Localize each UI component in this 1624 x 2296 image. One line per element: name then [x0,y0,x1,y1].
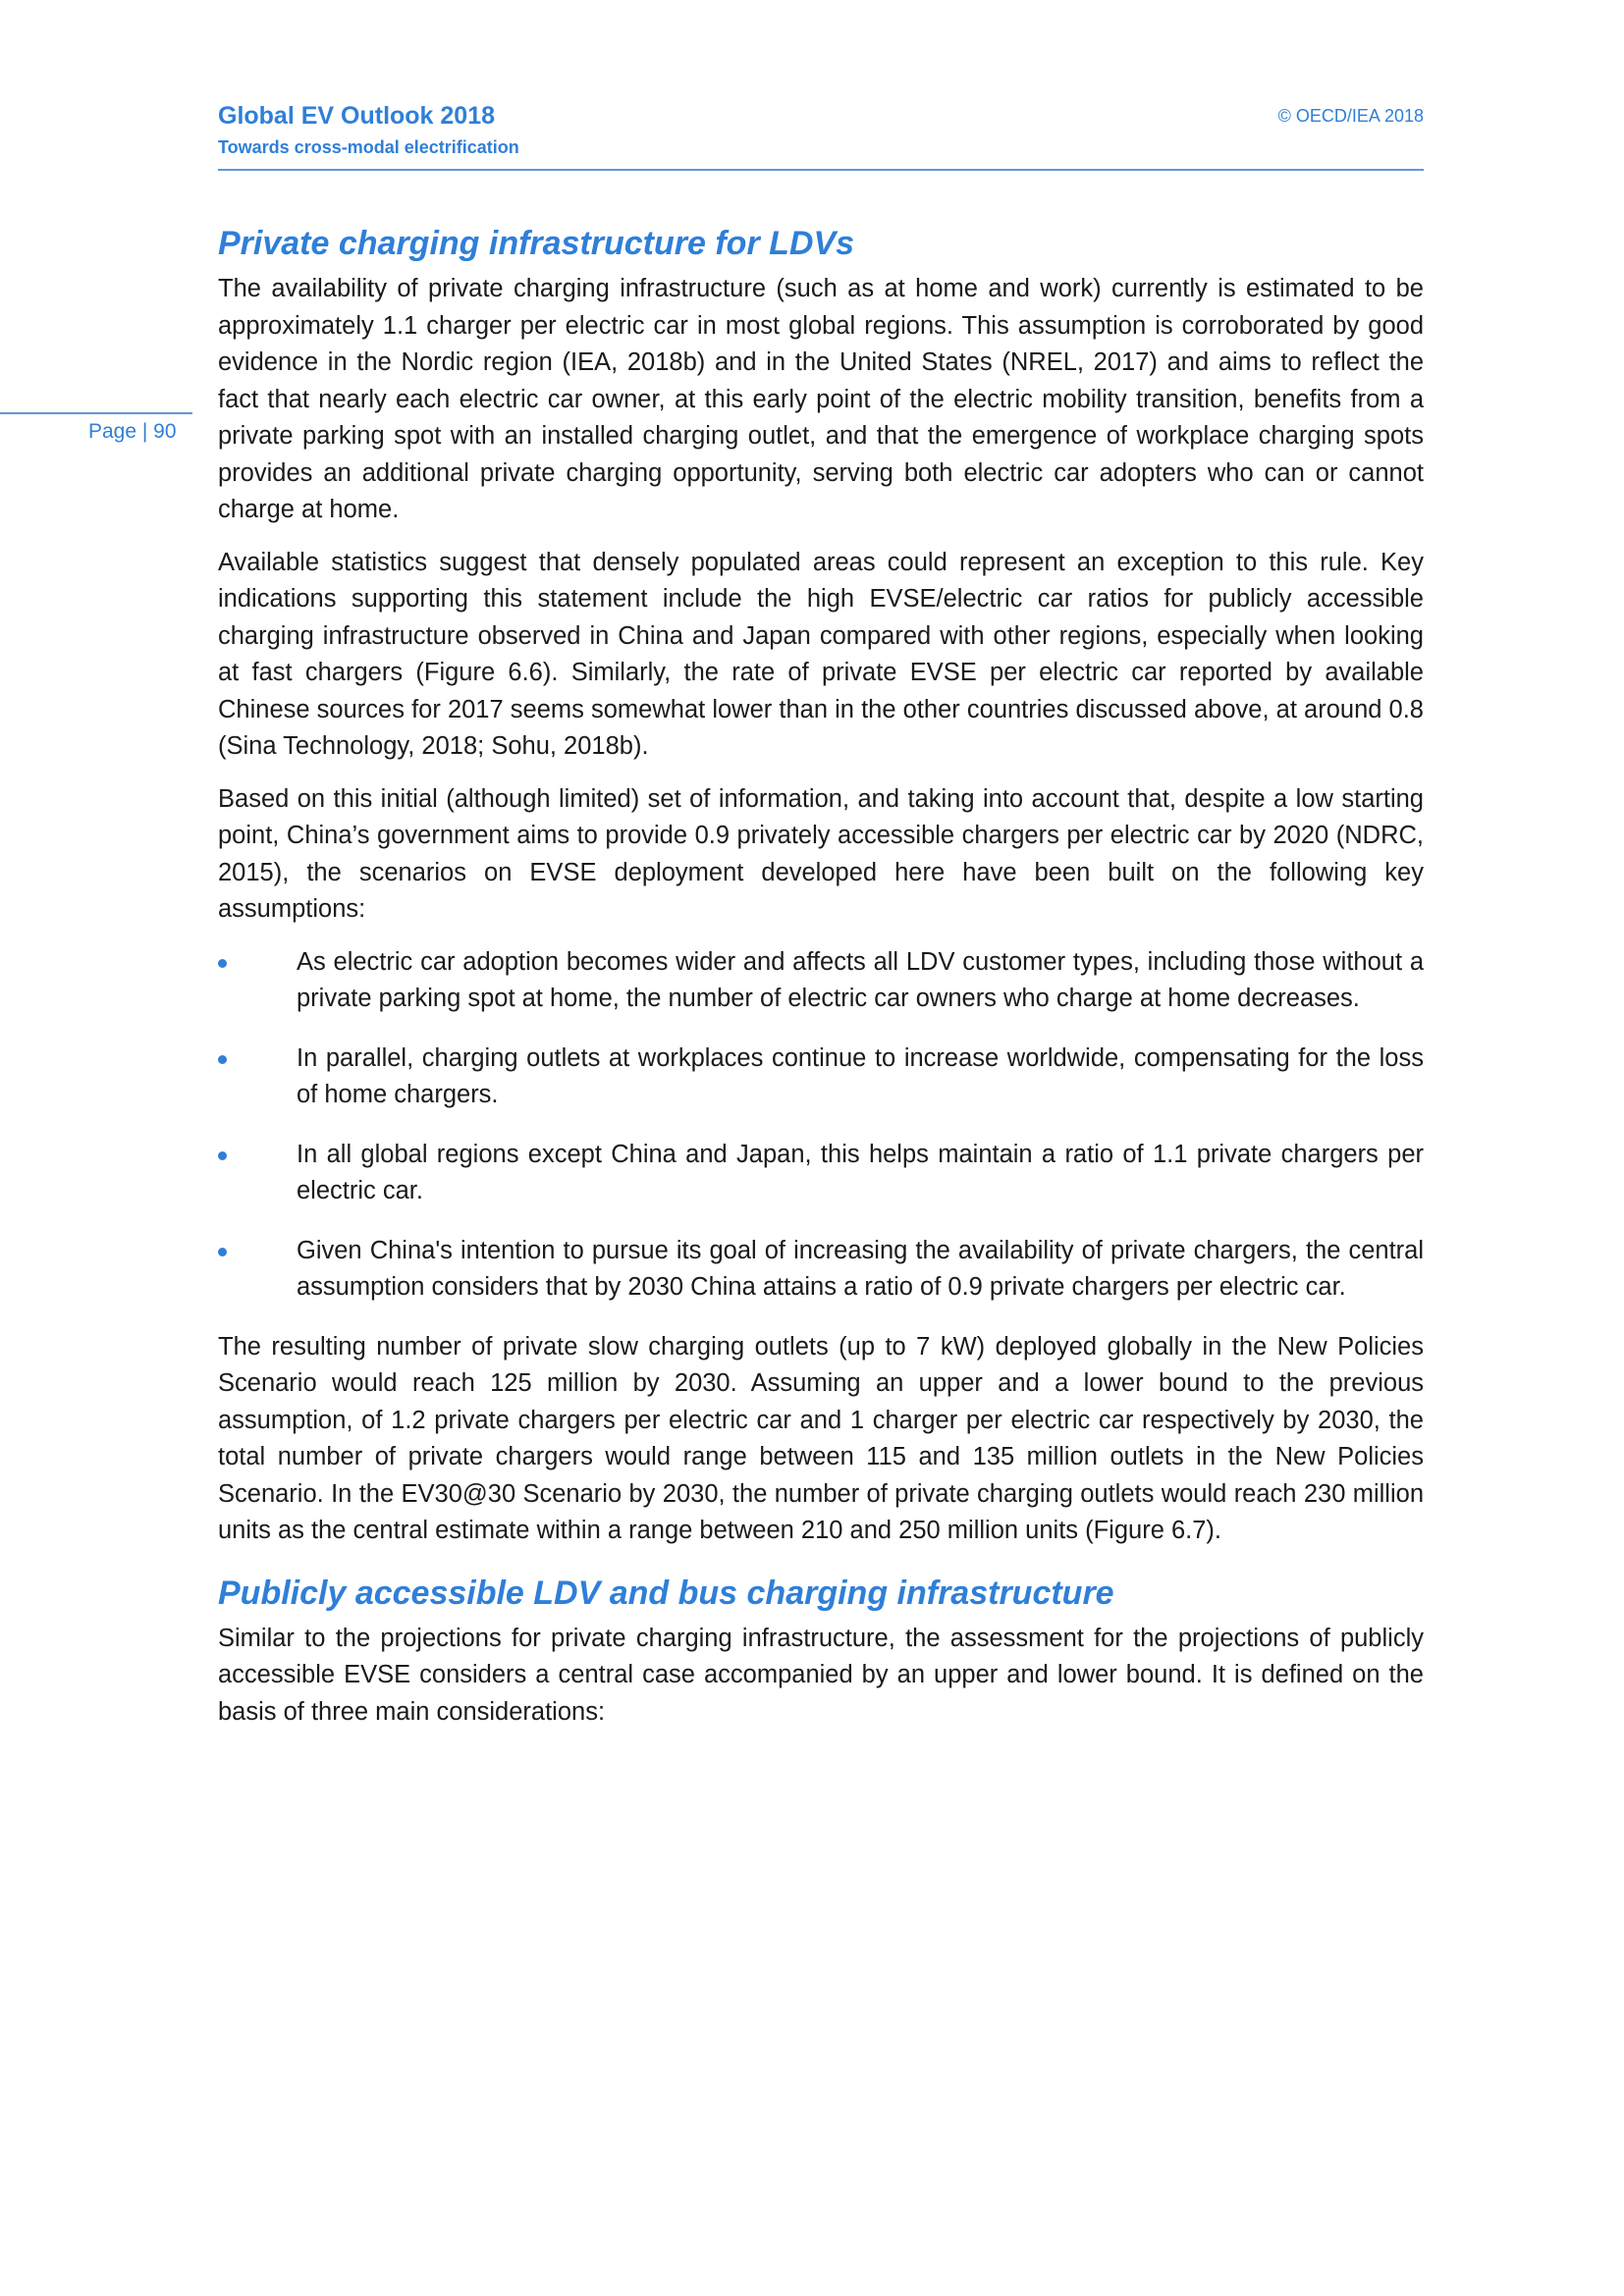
assumptions-list [218,944,1424,1307]
list-item-text: In all global regions except China and Japan, this helps maintain a ratio of 1.1 private chargers per electric car. [297,1140,1424,1204]
document-subtitle: Towards cross-modal electrification [218,137,519,157]
list-item-text: Given China's intention to pursue its goal of increasing the availability of private chargers, the central assumption considers that by 2030 China attains a ratio of 0.9 private chargers per electric car. [297,1236,1424,1301]
main-content [218,216,1424,1746]
list-item [218,944,1424,1018]
list-item-text: In parallel, charging outlets at workplaces continue to increase worldwide, compensating for the loss of home chargers. [297,1043,1424,1108]
bullet-icon [218,959,227,968]
bullet-icon [218,1248,227,1256]
paragraph: Similar to the projections for private charging infrastructure, the assessment for the projections of publicly accessible EVSE considers a central case accompanied by an upper and lower bound. It is defined on the basis of three main considerations: [218,1624,1424,1726]
document-title: Global EV Outlook 2018 [218,102,496,130]
section-heading-public-charging: Publicly accessible LDV and bus charging infrastructure [218,1574,1114,1612]
section-heading-private-charging: Private charging infrastructure for LDVs [218,225,855,262]
list-item [218,1233,1424,1307]
list-item [218,1137,1424,1210]
list-item [218,1041,1424,1114]
page-number: Page | 90 [88,420,177,443]
copyright-notice: © OECD/IEA 2018 [1277,106,1424,126]
page-header [218,98,1424,171]
paragraph: Available statistics suggest that densely populated areas could represent an exception to this rule. Key indications supporting this statement include the high EVSE/electric car ratios for publicly accessible charging infrastructure observed in China and Japan compared with other regions, especially when looking at fast chargers (Figure 6.6). Similarly, the rate of private EVSE per electric car reported by available Chinese sources for 2017 seems somewhat lower than in the other countries discussed above, at around 0.8 (Sina Technology, 2018; Sohu, 2018b). [218,548,1424,760]
bullet-icon [218,1151,227,1160]
paragraph: The availability of private charging infrastructure (such as at home and work) currently is estimated to be approximately 1.1 charger per electric car in most global regions. This assumption is corroborated by good evidence in the Nordic region (IEA, 2018b) and in the United States (NREL, 2017) and aims to reflect the fact that nearly each electric car owner, at this early point of the electric mobility transition, benefits from a private parking spot with an installed charging outlet, and that the emergence of workplace charging spots provides an additional private charging opportunity, serving both electric car adopters who can or cannot charge at home. [218,275,1424,523]
bullet-icon [218,1055,227,1064]
paragraph: The resulting number of private slow charging outlets (up to 7 kW) deployed globally in the New Policies Scenario would reach 125 million by 2030. Assuming an upper and a lower bound to the previous assumption, of 1.2 private chargers per electric car and 1 charger per electric car respectively by 2030, the total number of private chargers would range between 115 and 135 million outlets in the New Policies Scenario. In the EV30@30 Scenario by 2030, the number of private charging outlets would reach 230 million units as the central estimate within a range between 210 and 250 million units (Figure 6.7). [218,1332,1424,1544]
paragraph: Based on this initial (although limited) set of information, and taking into account that, despite a low starting point, China’s government aims to provide 0.9 privately accessible chargers per electric car by 2020 (NDRC, 2015), the scenarios on EVSE deployment developed here have been built on the following key assumptions: [218,784,1424,923]
page-number-rule [0,412,192,414]
list-item-text: As electric car adoption becomes wider and affects all LDV customer types, including those without a private parking spot at home, the number of electric car owners who charge at home decreases. [297,947,1424,1012]
